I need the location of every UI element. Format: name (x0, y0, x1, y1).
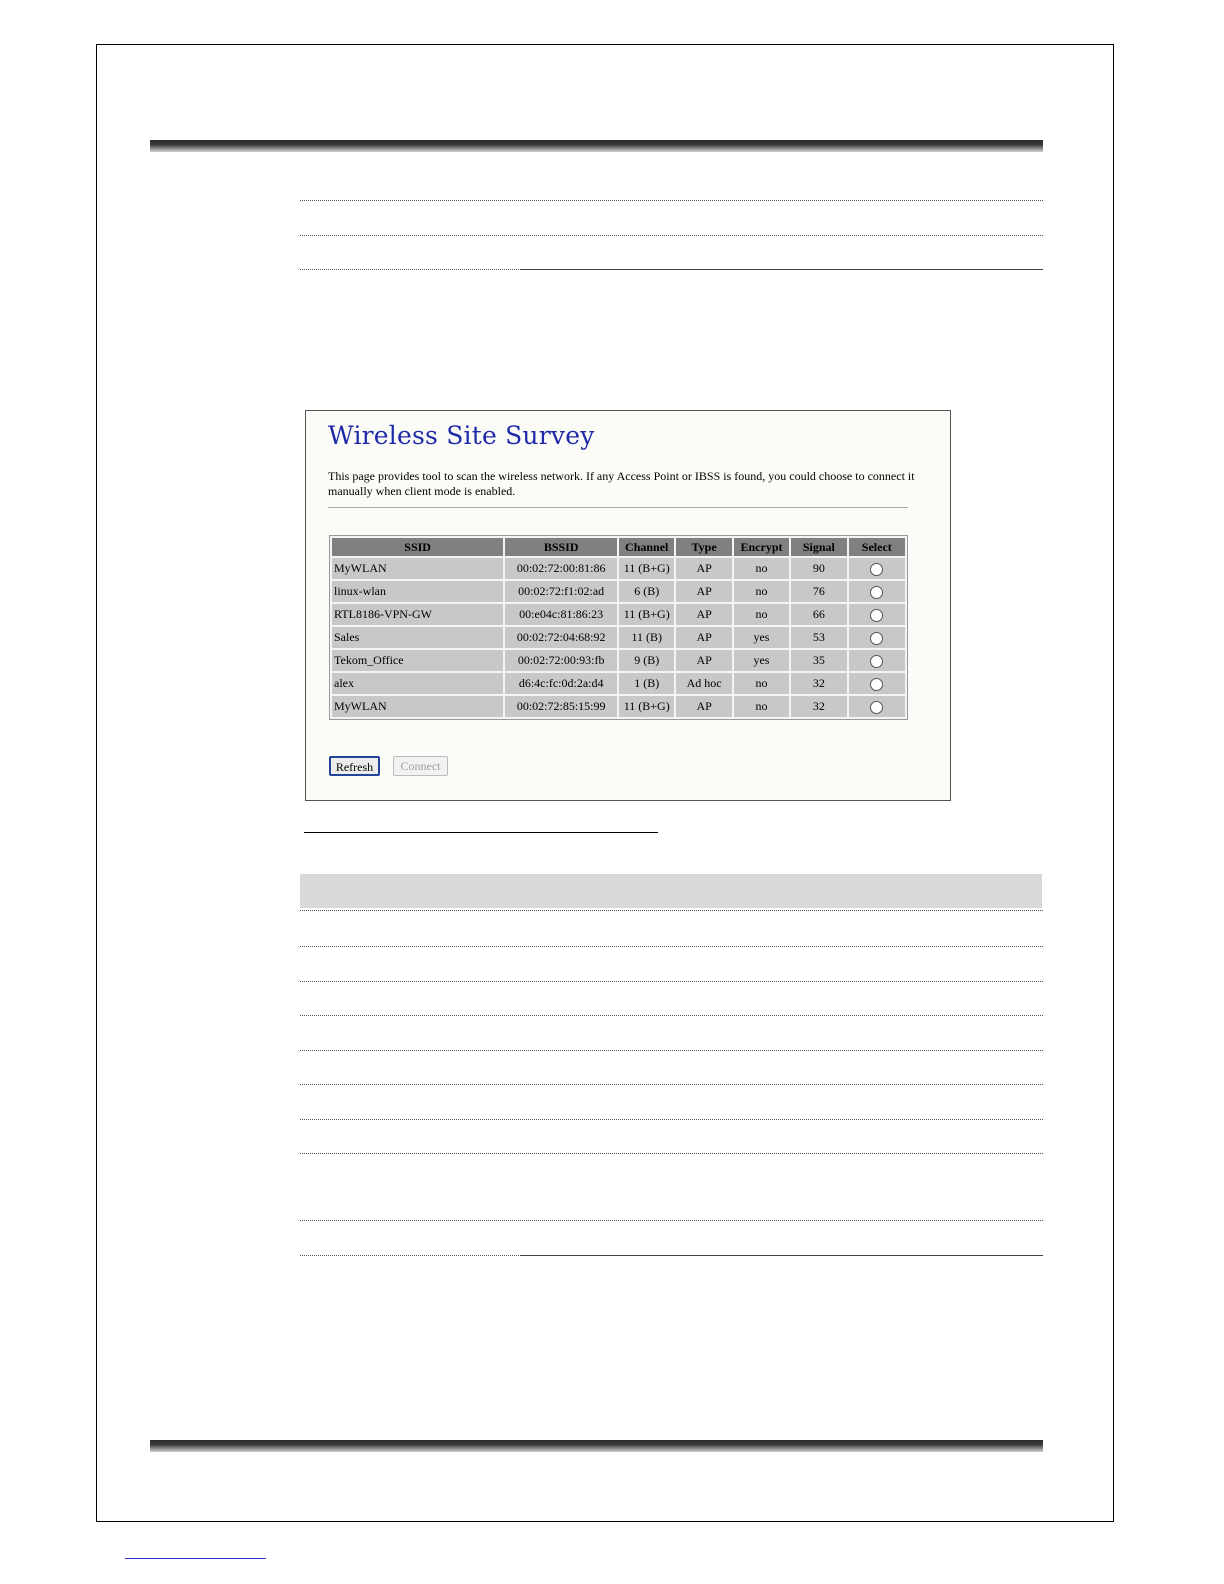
encrypt-cell: no (734, 696, 789, 717)
table-row (332, 604, 905, 625)
bssid-cell: 00:02:72:85:15:99 (505, 696, 617, 717)
divider-line (300, 1220, 1043, 1221)
column-header-select: Select (849, 538, 905, 556)
select-cell (849, 558, 905, 579)
bssid-cell: 00:e04c:81:86:23 (505, 604, 617, 625)
bssid-cell: 00:02:72:00:81:86 (505, 558, 617, 579)
divider-line (300, 1015, 1043, 1016)
divider-line (300, 235, 1043, 236)
select-cell (849, 650, 905, 671)
channel-cell: 11 (B) (619, 627, 674, 648)
select-radio[interactable] (870, 563, 883, 576)
table-row (332, 627, 905, 648)
encrypt-cell: no (734, 581, 789, 602)
signal-cell: 53 (791, 627, 846, 648)
bssid-cell: 00:02:72:00:93:fb (505, 650, 617, 671)
column-header-channel: Channel (619, 538, 674, 556)
table-row (332, 650, 905, 671)
type-cell: Ad hoc (676, 673, 731, 694)
divider-line (300, 200, 1043, 201)
site-survey-screenshot (305, 410, 951, 801)
footer-link-underline (125, 1558, 266, 1559)
caption-underline (304, 832, 658, 833)
type-cell: AP (676, 581, 731, 602)
signal-cell: 90 (791, 558, 846, 579)
divider-line (300, 1255, 1043, 1256)
divider-line (300, 1050, 1043, 1051)
footer-bar (150, 1440, 1043, 1452)
divider-line (300, 981, 1043, 982)
select-radio[interactable] (870, 586, 883, 599)
ssid-cell: RTL8186-VPN-GW (332, 604, 503, 625)
select-radio[interactable] (870, 632, 883, 645)
type-cell: AP (676, 604, 731, 625)
ssid-cell: Tekom_Office (332, 650, 503, 671)
type-cell: AP (676, 558, 731, 579)
select-radio[interactable] (870, 701, 883, 714)
table-header-shade (300, 874, 1042, 908)
divider-line (300, 910, 1043, 911)
header-bar (150, 140, 1043, 152)
column-header-type: Type (676, 538, 731, 556)
encrypt-cell: no (734, 673, 789, 694)
table-row (332, 696, 905, 717)
divider-line (300, 946, 1043, 947)
divider-line (300, 1153, 1043, 1154)
select-cell (849, 696, 905, 717)
table-row (332, 558, 905, 579)
divider-line (300, 1084, 1043, 1085)
signal-cell: 32 (791, 696, 846, 717)
type-cell: AP (676, 627, 731, 648)
channel-cell: 11 (B+G) (619, 604, 674, 625)
site-survey-table (329, 535, 908, 720)
type-cell: AP (676, 696, 731, 717)
select-cell (849, 581, 905, 602)
encrypt-cell: yes (734, 650, 789, 671)
bssid-cell: d6:4c:fc:0d:2a:d4 (505, 673, 617, 694)
signal-cell: 76 (791, 581, 846, 602)
select-radio[interactable] (870, 655, 883, 668)
panel-divider (328, 507, 908, 508)
panel-title: Wireless Site Survey (328, 421, 595, 450)
column-header-bssid: BSSID (505, 538, 617, 556)
select-cell (849, 673, 905, 694)
select-radio[interactable] (870, 609, 883, 622)
panel-description: This page provides tool to scan the wireless network. If any Access Point or IBSS is found, you could choose to connect it manually when client mode is enabled. (328, 469, 915, 498)
column-header-ssid: SSID (332, 538, 503, 556)
channel-cell: 6 (B) (619, 581, 674, 602)
bssid-cell: 00:02:72:f1:02:ad (505, 581, 617, 602)
table-row (332, 581, 905, 602)
signal-cell: 35 (791, 650, 846, 671)
select-cell (849, 604, 905, 625)
table-row (332, 673, 905, 694)
encrypt-cell: yes (734, 627, 789, 648)
divider-line (300, 269, 1043, 270)
channel-cell: 11 (B+G) (619, 696, 674, 717)
select-radio[interactable] (870, 678, 883, 691)
refresh-button[interactable]: Refresh (329, 756, 380, 776)
signal-cell: 32 (791, 673, 846, 694)
column-header-encrypt: Encrypt (734, 538, 789, 556)
encrypt-cell: no (734, 604, 789, 625)
bssid-cell: 00:02:72:04:68:92 (505, 627, 617, 648)
ssid-cell: MyWLAN (332, 696, 503, 717)
channel-cell: 11 (B+G) (619, 558, 674, 579)
column-header-signal: Signal (791, 538, 846, 556)
ssid-cell: MyWLAN (332, 558, 503, 579)
ssid-cell: alex (332, 673, 503, 694)
table-header-row (332, 538, 905, 556)
channel-cell: 1 (B) (619, 673, 674, 694)
type-cell: AP (676, 650, 731, 671)
channel-cell: 9 (B) (619, 650, 674, 671)
ssid-cell: Sales (332, 627, 503, 648)
connect-button[interactable]: Connect (393, 756, 448, 776)
select-cell (849, 627, 905, 648)
encrypt-cell: no (734, 558, 789, 579)
signal-cell: 66 (791, 604, 846, 625)
divider-line (300, 1119, 1043, 1120)
ssid-cell: linux-wlan (332, 581, 503, 602)
